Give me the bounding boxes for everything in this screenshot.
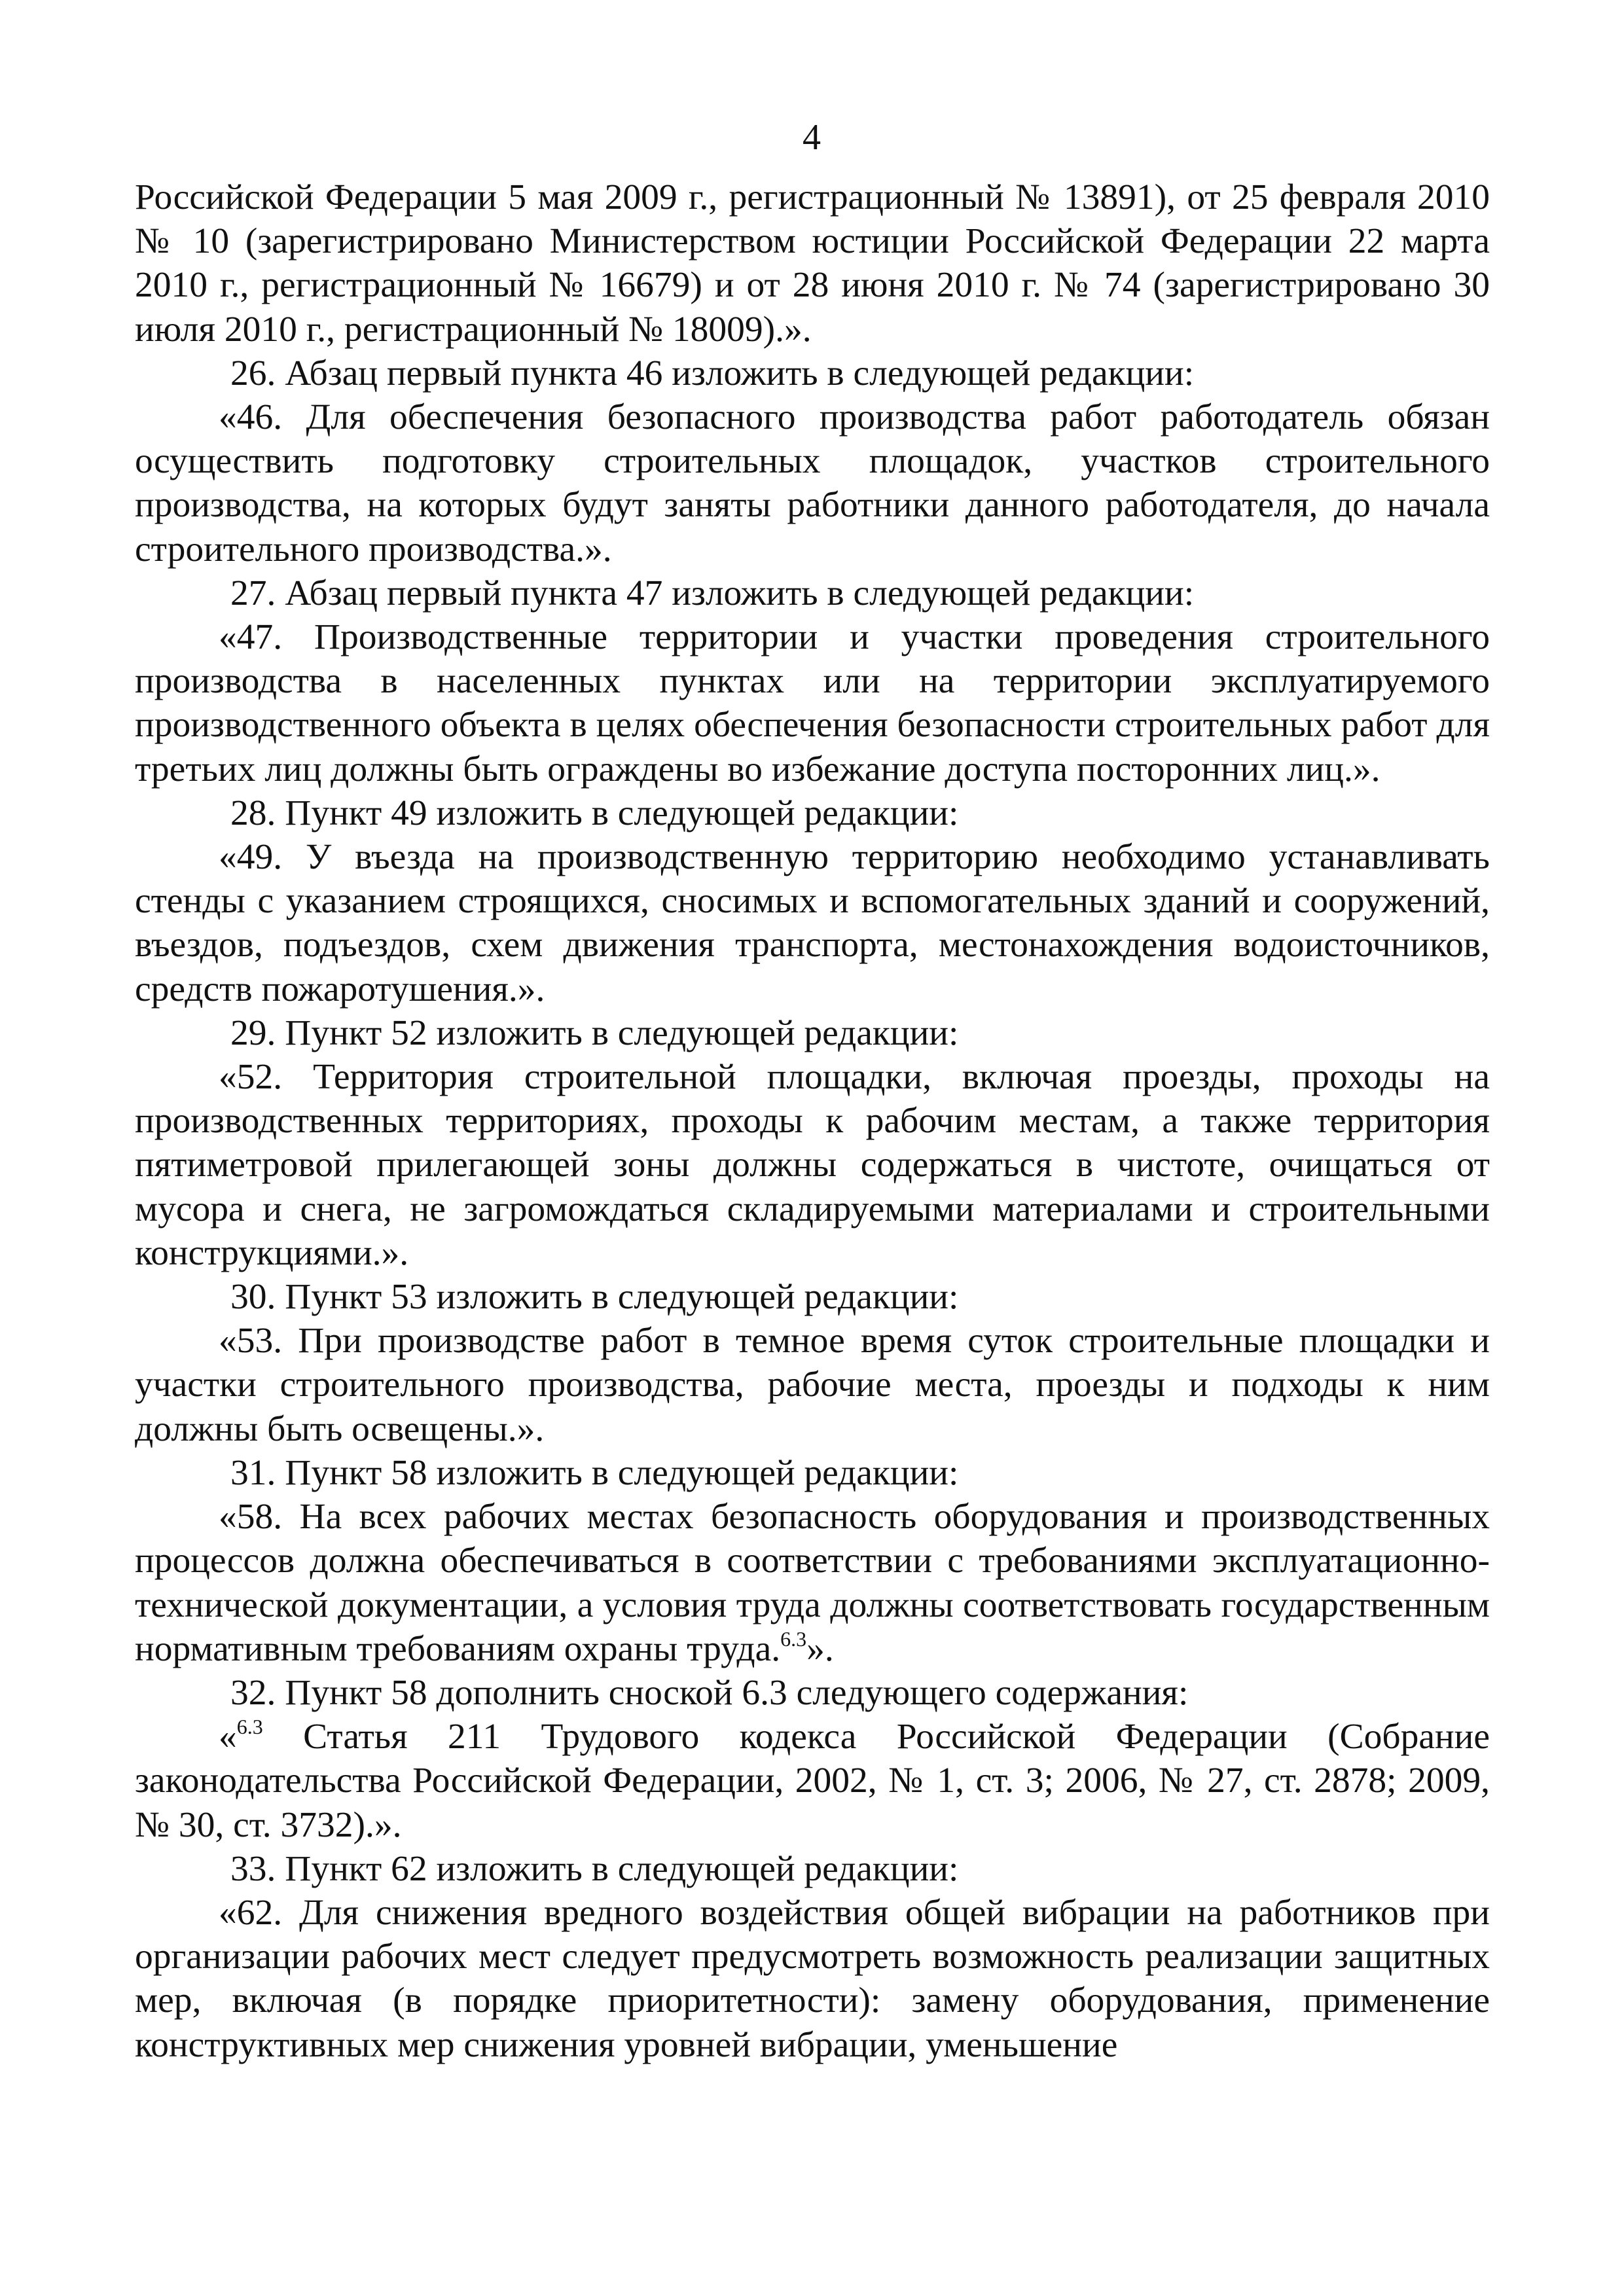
paragraph-item-32: 32. Пункт 58 дополнить сноской 6.3 следующего содержания: bbox=[230, 1672, 1189, 1713]
paragraph-item-29: 29. Пункт 52 изложить в следующей редакции: bbox=[230, 1013, 959, 1053]
paragraph-quote-52: «52. Территория строительной площадки, включая проезды, проходы на производственных территориях, проходы к рабочим местам, а также территория пятиметровой прилегающей зоны должны содержаться в чистоте, очищаться от мусора и снега, не загромождаться складируемыми материалами и строительными конструкциями.». bbox=[135, 1057, 1490, 1273]
footnote-open-quote: « bbox=[219, 1717, 237, 1757]
footnote-ref-6-3: 6.3 bbox=[780, 1626, 807, 1651]
paragraph-quote-46: «46. Для обеспечения безопасного производства работ работодатель обязан осуществить подготовку строительных площадок, участков строительного производства, на которых будут заняты работники данного работодателя, до начала строительного производства.». bbox=[135, 397, 1490, 569]
paragraph-item-33: 33. Пункт 62 изложить в следующей редакции: bbox=[230, 1848, 959, 1889]
document-body bbox=[135, 175, 1490, 2067]
footnote-text: Статья 211 Трудового кодекса Российской Федерации (Собрание законодательства Российской Федерации, 2002, № 1, ст. 3; 2006, № 27, ст. 2878; 2009, № 30, ст. 3732).». bbox=[135, 1717, 1490, 1845]
paragraph-quote-62: «62. Для снижения вредного воздействия общей вибрации на работников при организации рабочих мест следует предусмотреть возможность реализации защитных мер, включая (в порядке приоритетности): замену оборудования, применение конструктивных мер снижения уровней вибрации, уменьшение bbox=[135, 1892, 1490, 2065]
paragraph-item-26: 26. Абзац первый пункта 46 изложить в следующей редакции: bbox=[230, 353, 1195, 393]
paragraph-footnote-6-3 bbox=[135, 1715, 1490, 1847]
paragraph-item-28: 28. Пункт 49 изложить в следующей редакции: bbox=[230, 793, 959, 833]
paragraph-item-27: 27. Абзац первый пункта 47 изложить в следующей редакции: bbox=[230, 573, 1195, 613]
page-number: 4 bbox=[803, 117, 821, 158]
paragraph-quote-49: «49. У въезда на производственную территорию необходимо устанавливать стенды с указанием строящихся, сносимых и вспомогательных зданий и сооружений, въездов, подъездов, схем движения транспорта, местонахождения водоисточников, средств пожаротушения.». bbox=[135, 837, 1490, 1009]
paragraph-quote-47: «47. Производственные территории и участки проведения строительного производства в населенных пунктах или на территории эксплуатируемого производственного объекта в целях обеспечения безопасности строительных работ для третьих лиц должны быть ограждены во избежание доступа посторонних лиц.». bbox=[135, 617, 1490, 789]
paragraph-item-30: 30. Пункт 53 изложить в следующей редакции: bbox=[230, 1277, 959, 1318]
paragraph-quote-58-close: ». bbox=[806, 1628, 834, 1669]
paragraph-quote-58 bbox=[135, 1495, 1490, 1671]
paragraph-item-31: 31. Пункт 58 изложить в следующей редакции: bbox=[230, 1452, 959, 1493]
paragraph-quote-53: «53. При производстве работ в темное время суток строительные площадки и участки строительного производства, рабочие места, проезды и подходы к ним должны быть освещены.». bbox=[135, 1321, 1490, 1449]
paragraph-continuation: Российской Федерации 5 мая 2009 г., регистрационный № 13891), от 25 февраля 2010 № 10 (зарегистрировано Министерством юстиции Российской Федерации 22 марта 2010 г., регистрационный № 16679) и от 28 июня 2010 г. № 74 (зарегистрировано 30 июля 2010 г., регистрационный № 18009).». bbox=[135, 177, 1490, 350]
footnote-marker-6-3: 6.3 bbox=[236, 1715, 263, 1739]
paragraph-quote-58-text: «58. На всех рабочих местах безопасность оборудования и производственных процессов должна обеспечиваться в соответствии с требованиями эксплуатационно-технической документации, а условия труда должны соответствовать государственным нормативным требованиям охраны труда. bbox=[135, 1497, 1490, 1669]
